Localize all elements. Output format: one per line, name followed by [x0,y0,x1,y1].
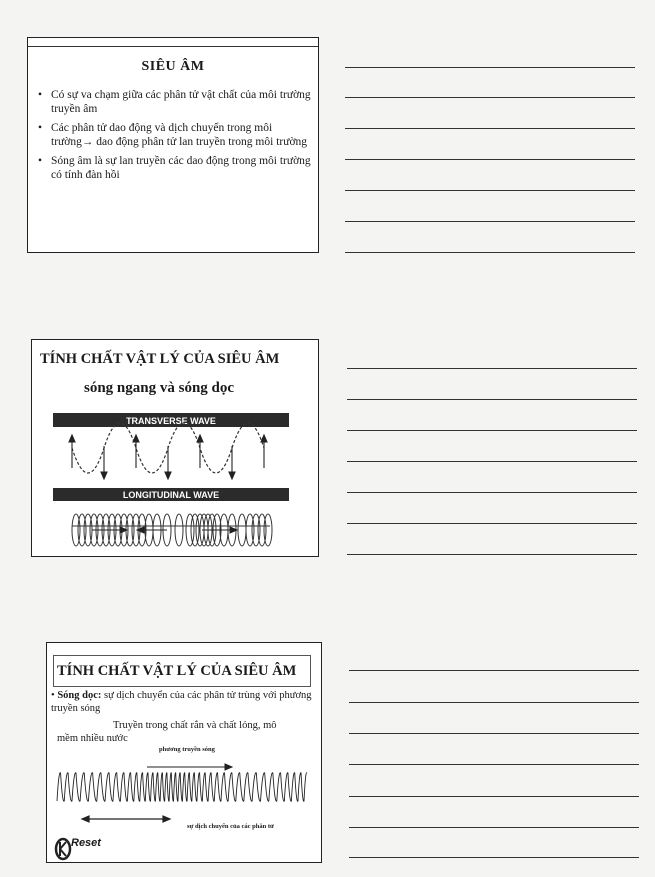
longitudinal-wave-label: LONGITUDINAL WAVE [122,490,220,500]
slide-3-bullet: • Sóng dọc: sự dịch chuyển của các phân tử trùng với phương truyền sóng [51,690,312,714]
transverse-wave-label: TRANSVERSE WAVE [126,416,216,426]
slide-1-bullet-list [36,88,312,187]
compression-wave [57,773,307,802]
particle-displacement-label: sự dịch chuyển của các phân tử [187,823,274,830]
particle-displacement-arrow [82,816,170,822]
reset-logo-text: Reset [71,837,101,849]
transverse-arrows [69,435,267,479]
bullet-item: • Có sự va chạm giữa các phân tử vật chất của môi trường truyền âm [36,88,312,116]
slide-2-subtitle: sóng ngang và sóng dọc [84,380,235,396]
slide-2-title: TÍNH CHẤT VẬT LÝ CỦA SIÊU ÂM [40,351,280,367]
notes-lines-3 [349,0,639,877]
slide-3-line-3: mềm nhiều nước [57,733,128,744]
slide-2 [31,339,319,557]
slide-1-title: SIÊU ÂM [141,59,205,74]
longitudinal-wave-diagram [47,643,321,862]
slide-3-title: TÍNH CHẤT VẬT LÝ CỦA SIÊU ÂM [57,663,297,679]
slide-3-line-2: Truyền trong chất rắn và chất lỏng, mô [113,720,277,731]
slide-1-top-rule [28,46,318,47]
bullet-text: sự dịch chuyển của các phân tử trùng với phương truyền sóng [51,690,312,714]
slide-3 [46,642,322,863]
propagation-direction-label: phương truyền sóng [159,746,215,753]
slide-1 [27,37,319,253]
reset-logo-icon [56,839,70,859]
bullet-term: Sóng dọc: [57,690,102,701]
propagation-arrow [147,764,232,770]
bullet-item: • Sóng âm là sự lan truyền các dao động trong môi trường có tính đàn hồi [36,154,312,182]
bullet-item: • Các phân tử dao động và dịch chuyển trong môi trường→ dao động phân tử lan truyền trong môi trường [36,121,312,149]
wave-diagram [32,340,318,556]
